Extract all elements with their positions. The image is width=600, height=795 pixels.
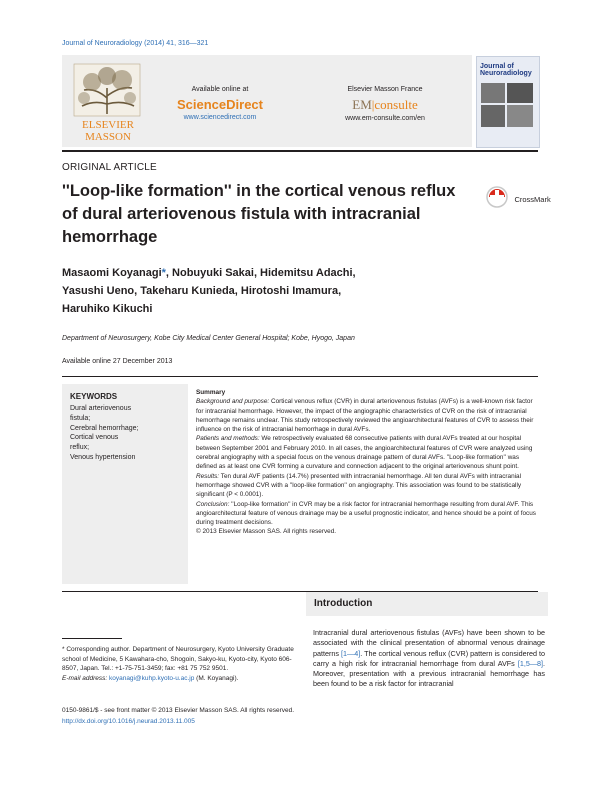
corresponding-author-footnote: [62, 645, 306, 684]
introduction-heading-panel: [306, 592, 548, 616]
em-logo-part2: consulte: [374, 97, 418, 112]
cover-title: [480, 63, 532, 77]
email-suffix: (M. Koyanagi).: [194, 675, 239, 683]
article-type: ORIGINAL ARTICLE: [62, 162, 157, 173]
background-label: Background and purpose:: [196, 398, 270, 406]
cover-title-line1: Journal of: [480, 63, 514, 70]
abstract-results: [196, 472, 538, 500]
em-consulte-logo[interactable]: [330, 97, 440, 113]
footnote-divider: [62, 638, 122, 639]
conclusion-label: Conclusion:: [196, 500, 230, 508]
intro-text-part: . Moreover, presentation with a previous intracranial hemorrhage has been found to be a risk factor for intracranial: [313, 658, 545, 689]
conclusion-text: ''Loop-like formation'' in CVR may be a risk factor for intracranial hemorrhage resulting from dural AVF. This angioarchitectural feature of venous drainage may be a useful prognostic indicator, and hence should be a point of focus during treatment decisions.: [196, 500, 536, 527]
abstract: [196, 388, 538, 537]
summary-heading: Summary: [196, 389, 226, 396]
elsevier-logo: [64, 58, 152, 146]
author-line: [62, 264, 482, 282]
em-logo-part1: EM: [352, 97, 372, 112]
journal-cover-thumbnail[interactable]: [476, 56, 540, 148]
abstract-background: [196, 397, 538, 434]
available-online-date: Available online 27 December 2013: [62, 358, 173, 365]
keyword-line: fistula;: [70, 414, 91, 422]
svg-text:MASSON: MASSON: [85, 131, 131, 143]
cover-title-line2: Neuroradiology: [480, 70, 532, 77]
sciencedirect-logo[interactable]: ScienceDirect: [177, 97, 263, 112]
keywords-heading: KEYWORDS: [70, 392, 118, 401]
svg-text:ELSEVIER: ELSEVIER: [82, 119, 134, 131]
methods-label: Patients and methods:: [196, 435, 260, 443]
footer-issn: 0150-9861/$ - see front matter © 2013 Elsevier Masson SAS. All rights reserved.: [62, 707, 295, 714]
cover-image: [481, 83, 505, 103]
sciencedirect-link[interactable]: www.sciencedirect.com: [183, 114, 257, 121]
methods-text: We retrospectively evaluated 68 consecutive patients with dural AVFs treated at our hospital between September 2001 and February 2010. In all cases, the angioarchitectural features of CVR were analyzed using cerebral angiography with a special focus on the venous drainage pattern of dural AVFs. ''Loop-like formation'' was defined as at least one CVR forming a curvature and connection adjacent to the original arteriovenous shunt point.: [196, 435, 533, 471]
intro-text-part: Intracranial dural arteriovenous fistulas (AVFs) have been shown to be associated with the clinical presentation of abnormal venous drainage patterns: [313, 628, 545, 658]
intro-text-part: . The cortical venous reflux (CVR) pattern is considered to carry a high risk for intracranial hemorrhage from dural AVFs: [313, 648, 545, 668]
introduction-heading: Introduction: [314, 598, 373, 609]
affiliation: Department of Neurosurgery, Kobe City Medical Center General Hospital; Kobe, Hyogo, Japan: [62, 335, 355, 342]
keywords-list: [70, 404, 138, 463]
abstract-top-divider: [62, 376, 538, 377]
publisher-name: Elsevier Masson France: [347, 86, 423, 93]
crossmark-icon: [486, 186, 508, 213]
introduction-text: [313, 628, 545, 690]
author-line: Haruhiko Kikuchi: [62, 303, 153, 315]
abstract-methods: [196, 434, 538, 471]
email-link[interactable]: koyanagi@kuhp.kyoto-u.ac.jp: [108, 675, 195, 683]
footer-doi-link[interactable]: http://dx.doi.org/10.1016/j.neurad.2013.11.005: [62, 718, 195, 725]
results-label: Results:: [196, 472, 220, 480]
crossmark-label: CrossMark: [514, 195, 551, 204]
cover-image: [507, 105, 533, 127]
keyword-line: Dural arteriovenous: [70, 405, 132, 412]
corresponding-author-marker[interactable]: *: [161, 267, 166, 279]
journal-reference[interactable]: Journal of Neuroradiology (2014) 41, 316—321: [62, 40, 209, 47]
results-text: Ten dural AVF patients (14.7%) presented with intracranial hemorrhage. All ten dural AVFs with intracranial hemorrhage showed CVR with a ''loop-like formation'' on angiography. This association was found to be statistically significant (P < 0.0001).: [196, 472, 522, 499]
keyword-line: Venous hypertension: [70, 453, 136, 461]
author-list: [62, 264, 482, 318]
header-divider: [62, 150, 538, 152]
keywords-panel: [62, 384, 188, 584]
keyword-line: Cortical venous: [70, 434, 119, 442]
keyword-line: reflux;: [70, 444, 90, 452]
author-names: , Nobuyuki Sakai, Hidemitsu Adachi,: [165, 267, 356, 279]
cover-image: [481, 105, 505, 127]
citation-link[interactable]: [1,5—8]: [517, 658, 543, 668]
background-text: Cortical venous reflux (CVR) in dural arteriovenous fistulas (AVFs) is a well-known risk factor for intracranial hemorrhage. However, the impact of the angiographic characteristics of CVR on the risk of intracranial hemorrhage remains unclear. This study retrospectively reviewed the angioarchitectural features of CVR to assess their influence on the risk of intracranial hemorrhage in dural AVFs.: [196, 398, 534, 434]
author-name: Masaomi Koyanagi: [62, 267, 162, 279]
abstract-conclusion: [196, 500, 538, 528]
elsevier-tree-icon: [64, 58, 152, 146]
article-title: ''Loop-like formation'' in the cortical venous reflux of dural arteriovenous fistula with intracranial hemorrhage: [62, 182, 456, 246]
em-logo-separator: |: [371, 97, 375, 112]
em-consulte-block: [330, 86, 440, 122]
email-label: E-mail address:: [62, 675, 108, 683]
crossmark-badge[interactable]: [486, 186, 551, 213]
correspondence-text: * Corresponding author. Department of Neurosurgery, Kyoto University Graduate school of Medicine, 5 Kawahara-cho, Shogoin, Sakyo-ku, Kyoto-city, Kyoto 606-8507, Japan. Tel.: +1-75-751-3459; fax: +81 75 752 9501.: [62, 646, 294, 673]
sciencedirect-block: [160, 86, 280, 121]
citation-link[interactable]: [1—4]: [341, 648, 361, 658]
email-line: [62, 674, 306, 684]
cover-image: [507, 83, 533, 103]
keyword-line: Cerebral hemorrhage;: [70, 424, 139, 432]
abstract-copyright: © 2013 Elsevier Masson SAS. All rights reserved.: [196, 528, 337, 536]
author-line: Yasushi Ueno, Takeharu Kunieda, Hirotoshi Imamura,: [62, 285, 342, 297]
available-online-label: Available online at: [191, 86, 249, 93]
em-consulte-link[interactable]: www.em-consulte.com/en: [345, 115, 425, 122]
